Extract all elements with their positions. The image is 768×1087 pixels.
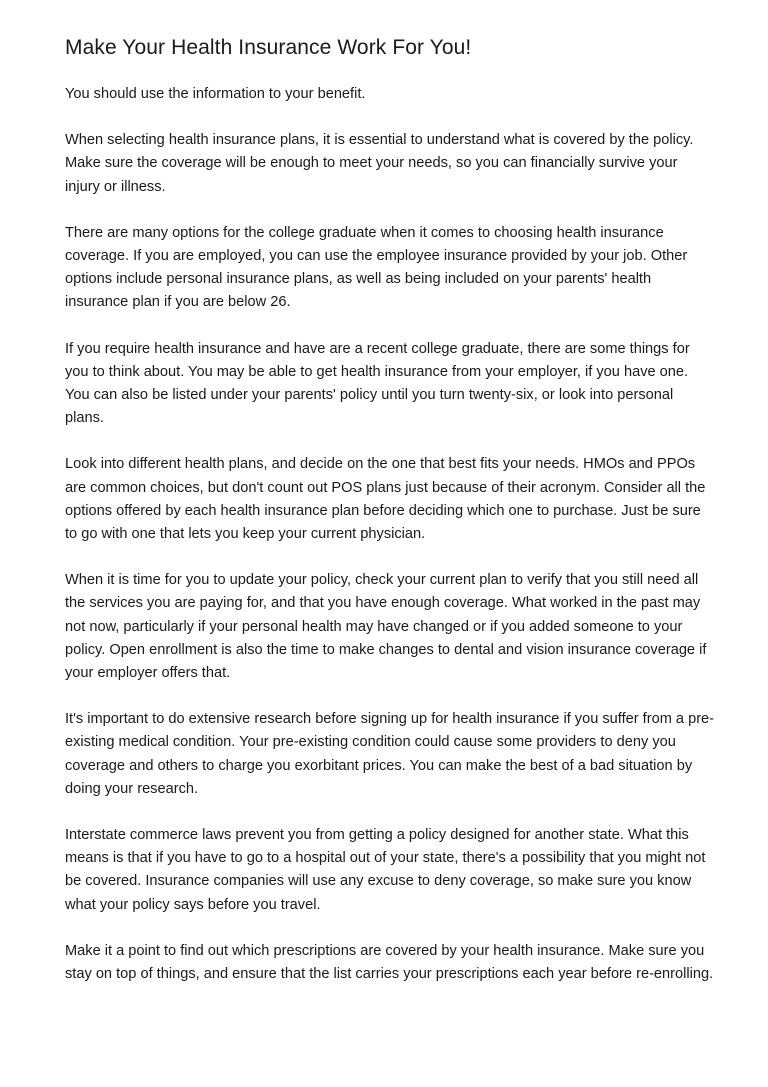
page-title: Make Your Health Insurance Work For You! <box>65 36 472 59</box>
paragraph-coverage: When selecting health insurance plans, it is essential to understand what is covered by the policy. Make sure the coverage will be enough to meet your needs, so you can financially survive your injury or illness. <box>65 132 694 195</box>
paragraph-update-policy: When it is time for you to update your policy, check your current plan to verify that you still need all the services you are paying for, and that you have enough coverage. What worked in the past may not now, particularly if your personal health may have changed or if you added someone to your policy. Open enrollment is also the time to make changes to dental and vision insurance coverage if your employer offers that. <box>65 572 707 682</box>
paragraph-interstate: Interstate commerce laws prevent you from getting a policy designed for another state. What this means is that if you have to go to a hospital out of your state, there's a possibility that you might not be covered. Insurance companies will use any excuse to deny coverage, so make sure you know what your policy says before you travel. <box>65 827 706 913</box>
paragraph-recent-graduate: If you require health insurance and have are a recent college graduate, there are some things for you to think about. You may be able to get health insurance from your employer, if you have one. You can also be listed under your parents' policy until you turn twenty-six, or look into personal plans. <box>65 340 690 427</box>
paragraph-health-plans: Look into different health plans, and decide on the one that best fits your needs. HMOs and PPOs are common choices, but don't count out POS plans just because of their acronym. Consider all the options offered by each health insurance plan before deciding which one to purchase. Just be sure to go with one that lets you keep your current physician. <box>65 456 706 543</box>
paragraph-intro: You should use the information to your benefit. <box>65 86 366 102</box>
paragraph-graduate-options: There are many options for the college graduate when it comes to choosing health insurance coverage. If you are employed, you can use the employee insurance provided by your job. Other options include personal insurance plans, as well as being included on your parents' health insurance plan if you are below 26. <box>65 224 688 311</box>
document-page <box>65 34 715 986</box>
paragraph-prescriptions: Make it a point to find out which prescriptions are covered by your health insurance. Make sure you stay on top of things, and ensure that the list carries your prescriptions each year before re-enrolling. <box>65 942 714 983</box>
paragraph-pre-existing: It's important to do extensive research before signing up for health insurance if you suffer from a pre-existing medical condition. Your pre-existing condition could cause some providers to deny you coverage and others to charge you exorbitant prices. You can make the best of a bad situation by doing your research. <box>65 711 715 797</box>
